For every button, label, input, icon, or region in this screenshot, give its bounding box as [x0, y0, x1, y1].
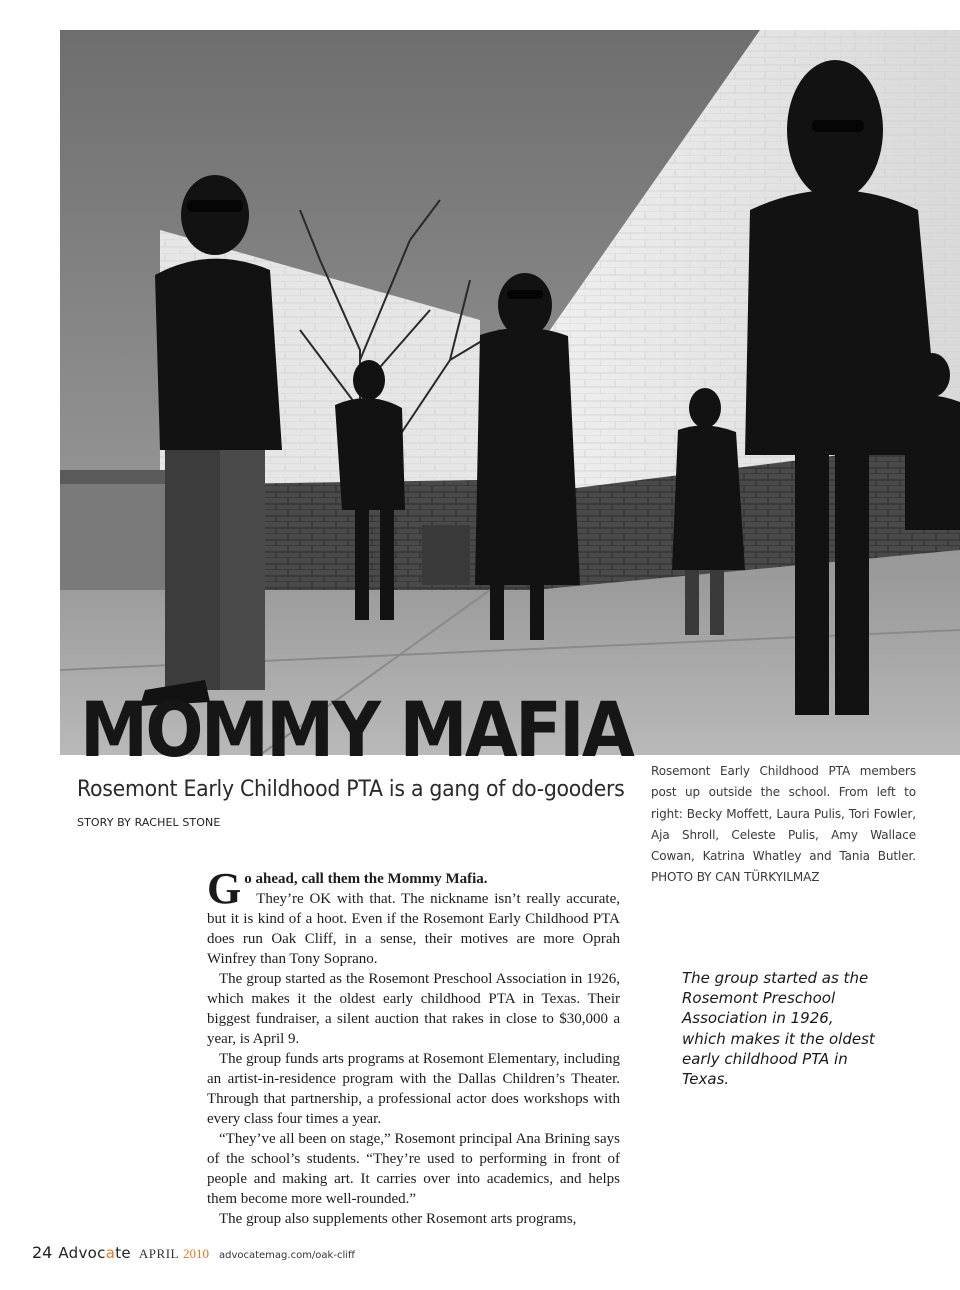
pull-quote: The group started as the Rosemont Preschool Association in 1926, which makes it the oldest early childhood PTA in Texas.	[682, 969, 875, 1089]
lead-in: o ahead, call them the Mommy Mafia.	[244, 871, 488, 887]
magazine-logo: Advocate	[58, 1244, 131, 1262]
paragraph-3: The group funds arts programs at Rosemont Elementary, including an artist-in-residence program with the Dallas Children’s Theater. Through that partnership, a professional actor does workshops with every class four times a year.	[207, 1051, 620, 1127]
article-body	[207, 864, 620, 1229]
page-number: 24	[32, 1243, 53, 1262]
deck-subtitle: Rosemont Early Childhood PTA is a gang of do-gooders	[77, 777, 625, 802]
issue-month: APRIL	[138, 1246, 179, 1261]
paragraph-5: The group also supplements other Rosemont arts programs,	[219, 1211, 577, 1227]
page-folio	[32, 1243, 355, 1263]
paragraph-4: “They’ve all been on stage,” Rosemont principal Ana Brining says of the school’s students. “They’re used to performing in front of people and making art. It carries over into academics, and helps them become more well-rounded.”	[207, 1131, 620, 1207]
website-url: advocatemag.com/oak-cliff	[218, 1250, 355, 1261]
issue-year: 2010	[182, 1246, 209, 1261]
drop-cap: G	[207, 864, 242, 913]
paragraph-2: The group started as the Rosemont Preschool Association in 1926, which makes it the oldest early childhood PTA in Texas. Their biggest fundraiser, a silent auction that rakes in close to $30,000 a year, is April 9.	[207, 971, 620, 1047]
byline: STORY BY RACHEL STONE	[77, 816, 221, 829]
paragraph-1	[207, 864, 620, 969]
hero-photo	[60, 30, 960, 755]
paragraph-1-text: They’re OK with that. The nickname isn’t really accurate, but it is kind of a hoot. Even if the Rosemont Early Childhood PTA does run Oak Cliff, in a sense, their motives are more Oprah Winfrey than Tony Soprano.	[207, 891, 620, 967]
headline: MOMMY MAFIA	[80, 685, 633, 774]
photo-caption: Rosemont Early Childhood PTA members post up outside the school. From left to right: Becky Moffett, Laura Pulis, Tori Fowler, Aja Shroll, Celeste Pulis, Amy Wallace Cowan, Katrina Whatley and Tania Butler. PHOTO BY CAN TÜRKYILMAZ	[651, 764, 916, 885]
